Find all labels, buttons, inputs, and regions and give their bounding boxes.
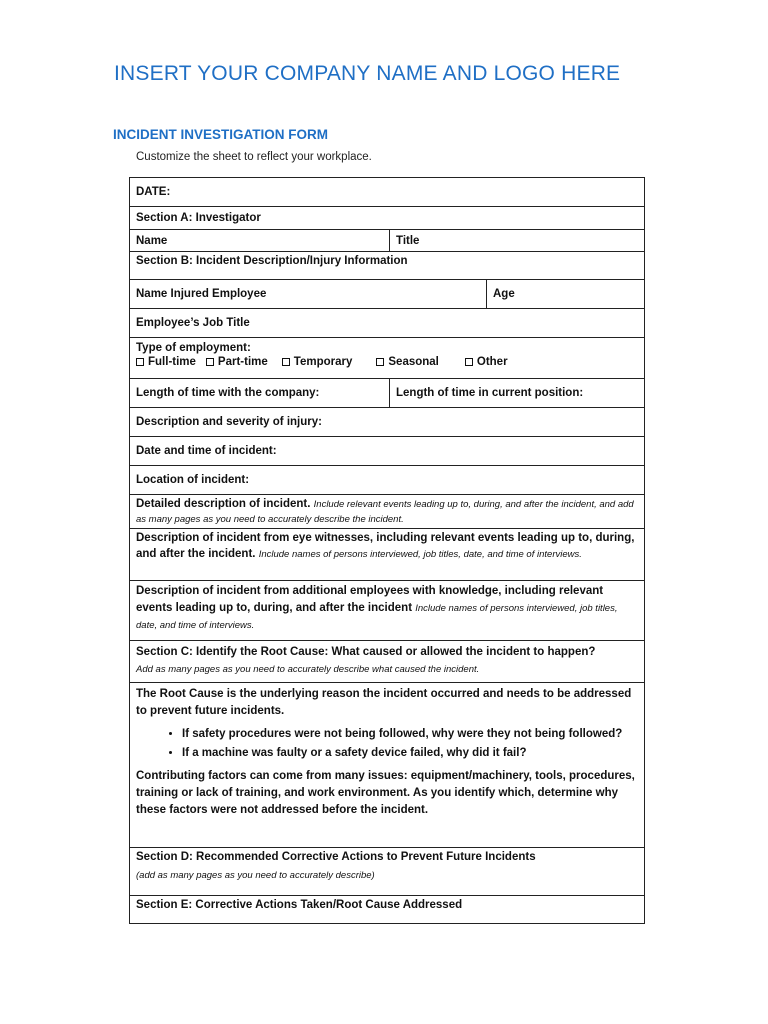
job-title-row[interactable] xyxy=(130,309,644,338)
eyewitness-label: Description of incident from eye witnesses, including relevant events leading up to, during, and after the incident. xyxy=(136,532,635,560)
age-label: Age xyxy=(493,288,515,300)
option-seasonal[interactable]: Seasonal xyxy=(376,356,439,368)
root-cause-row[interactable] xyxy=(130,683,644,848)
name-label: Name xyxy=(136,234,168,247)
form-title: INCIDENT INVESTIGATION FORM xyxy=(113,127,328,142)
date-row xyxy=(130,178,644,207)
additional-employees-row[interactable] xyxy=(130,581,644,641)
date-time-label: Date and time of incident: xyxy=(136,445,277,457)
section-d-title: Section D: Recommended Corrective Actions to Prevent Future Incidents xyxy=(136,851,536,863)
detailed-description-label: Detailed description of incident. xyxy=(136,498,311,510)
time-in-position-label: Length of time in current position: xyxy=(396,387,584,399)
option-temporary[interactable]: Temporary xyxy=(282,356,353,368)
checkbox-icon xyxy=(136,358,144,366)
option-full-time[interactable]: Full-time xyxy=(136,356,196,368)
section-d-row[interactable] xyxy=(130,848,644,896)
employment-type-row xyxy=(130,338,644,379)
time-in-position-field[interactable] xyxy=(389,379,644,407)
company-name-placeholder: INSERT YOUR COMPANY NAME AND LOGO HERE xyxy=(114,62,621,85)
checkbox-icon xyxy=(465,358,473,366)
time-with-company-label: Length of time with the company: xyxy=(136,387,320,399)
section-e-title: Section E: Corrective Actions Taken/Root Cause Addressed xyxy=(136,899,463,911)
incident-form-table xyxy=(129,177,645,924)
location-label: Location of incident: xyxy=(136,474,250,486)
checkbox-icon xyxy=(282,358,290,366)
option-other[interactable]: Other xyxy=(465,356,508,368)
time-with-company-field[interactable] xyxy=(130,379,389,407)
investigator-name-field[interactable] xyxy=(130,230,389,251)
section-a-title: Section A: Investigator xyxy=(136,212,261,224)
age-field[interactable] xyxy=(486,280,644,308)
section-d-note: (add as many pages as you need to accurately describe) xyxy=(136,870,375,881)
job-title-label: Employee’s Job Title xyxy=(136,317,250,329)
eyewitness-note: Include names of persons interviewed, job titles, date, and time of interviews. xyxy=(258,549,582,560)
section-a-header xyxy=(130,207,644,230)
checkbox-icon xyxy=(376,358,384,366)
section-e-row[interactable] xyxy=(130,896,644,923)
section-c-title: Section C: Identify the Root Cause: What caused or allowed the incident to happen? xyxy=(136,646,596,658)
detailed-description-row[interactable] xyxy=(130,495,644,529)
injured-name-field[interactable] xyxy=(130,280,486,308)
investigator-row xyxy=(130,230,644,252)
form-subtitle: Customize the sheet to reflect your workplace. xyxy=(136,151,372,163)
option-part-time[interactable]: Part-time xyxy=(206,356,268,368)
section-c-header xyxy=(130,641,644,683)
section-c-note: Add as many pages as you need to accurately describe what caused the incident. xyxy=(136,664,480,675)
investigator-title-field[interactable] xyxy=(389,230,644,251)
injury-description-row[interactable] xyxy=(130,408,644,437)
root-cause-bullet-machine: • If a machine was faulty or a safety device failed, why did it fail? xyxy=(182,745,638,762)
injury-description-label: Description and severity of injury: xyxy=(136,416,322,428)
injured-name-label: Name Injured Employee xyxy=(136,288,267,300)
employment-type-label: Type of employment: xyxy=(136,342,251,354)
additional-employees-note: Include names of persons interviewed, job titles, date, and time of interviews. xyxy=(136,603,618,631)
title-label: Title xyxy=(396,234,420,247)
length-of-time-row xyxy=(130,379,644,408)
section-b-title: Section B: Incident Description/Injury Information xyxy=(136,255,408,267)
contributing-factors-text: Contributing factors can come from many issues: equipment/machinery, tools, procedures, training or lack of training, and work environment. As you identify which, determine why these factors were not addressed before the incident. xyxy=(136,770,635,816)
location-row[interactable] xyxy=(130,466,644,495)
employment-options xyxy=(136,356,518,368)
additional-employees-label: Description of incident from additional employees with knowledge, including relevant events leading up to, during, and after the incident xyxy=(136,585,604,614)
root-cause-bullet-safety: • If safety procedures were not being followed, why were they not being followed? xyxy=(182,726,638,743)
checkbox-icon xyxy=(206,358,214,366)
eyewitness-row[interactable] xyxy=(130,529,644,581)
root-cause-intro: The Root Cause is the underlying reason the incident occurred and needs to be addressed to prevent future incidents. xyxy=(136,688,632,717)
detailed-description-note: Include relevant events leading up to, during, and after the incident, and add as many pages as you need to accurately describe the incident. xyxy=(136,499,634,525)
date-label: DATE: xyxy=(136,186,171,198)
date-time-row[interactable] xyxy=(130,437,644,466)
injured-employee-row xyxy=(130,280,644,309)
root-cause-list xyxy=(136,726,638,762)
section-b-header xyxy=(130,252,644,280)
